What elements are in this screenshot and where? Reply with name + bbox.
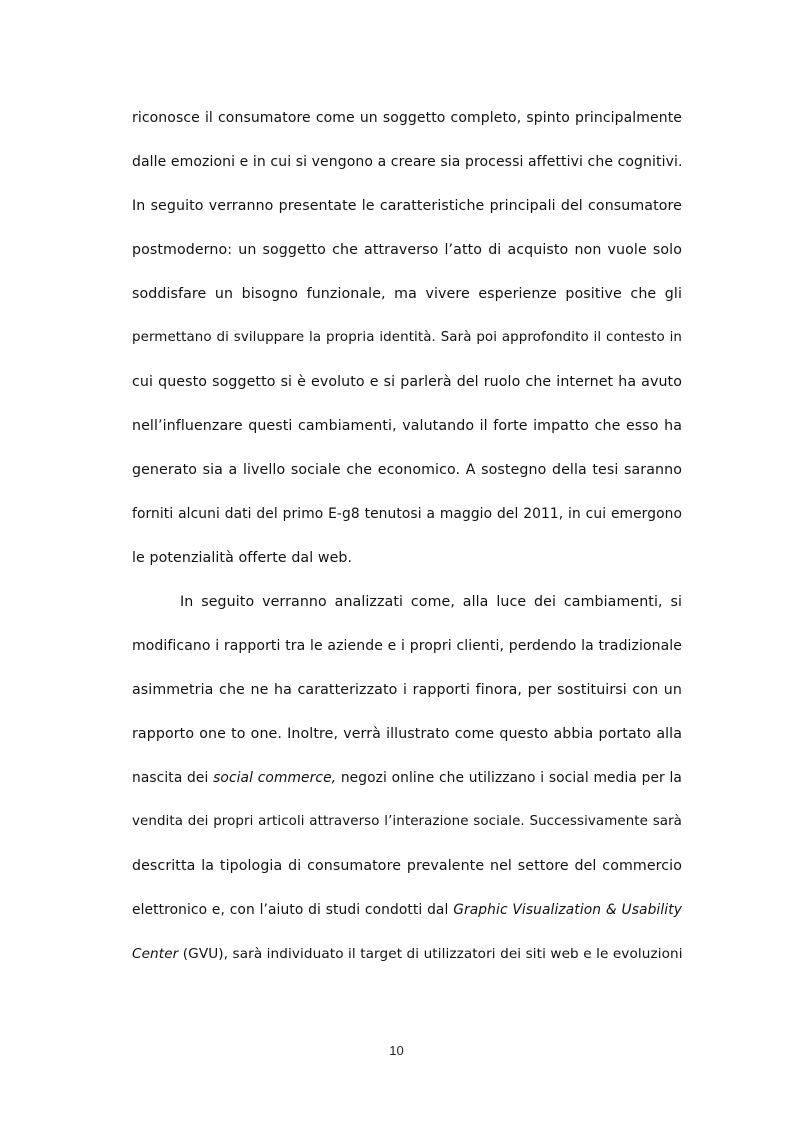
text-line — [180, 591, 682, 613]
text-segment: generato sia a livello sociale che economico. A sostegno della tesi saranno — [132, 462, 682, 478]
text-line — [132, 283, 682, 305]
text-segment: negozi online che utilizzano i social media per la — [336, 770, 682, 786]
text-segment: cui questo soggetto si è evoluto e si parlerà del ruolo che internet ha avuto — [132, 374, 682, 390]
text-segment: dalle emozioni e in cui si vengono a creare sia processi affettivi che cognitivi. — [132, 154, 683, 170]
text-line — [132, 503, 682, 525]
italic-text: Graphic Visualization & Usability — [453, 902, 682, 918]
text-segment: riconosce il consumatore come un soggetto completo, spinto principalmente — [132, 110, 682, 126]
text-line — [132, 327, 682, 349]
italic-text: Center — [132, 946, 179, 962]
text-line — [132, 371, 682, 393]
text-segment: asimmetria che ne ha caratterizzato i rapporti finora, per sostituirsi con un — [132, 682, 682, 698]
text-segment: postmoderno: un soggetto che attraverso l’atto di acquisto non vuole solo — [132, 242, 682, 258]
text-segment: nascita dei — [132, 770, 214, 786]
text-segment: vendita dei propri articoli attraverso l’interazione sociale. Successivamente sarà — [132, 814, 682, 829]
text-line — [132, 767, 682, 789]
text-line — [132, 943, 682, 965]
text-line — [132, 195, 682, 217]
text-segment: soddisfare un bisogno funzionale, ma vivere esperienze positive che gli — [132, 286, 682, 302]
text-segment: nell’influenzare questi cambiamenti, valutando il forte impatto che esso ha — [132, 418, 682, 434]
text-line — [132, 107, 682, 129]
text-line — [132, 459, 682, 481]
text-segment: In seguito verranno analizzati come, alla luce dei cambiamenti, si — [180, 594, 682, 610]
text-line — [132, 151, 682, 173]
text-line — [132, 415, 682, 437]
text-segment: (GVU), sarà individuato il target di utilizzatori dei siti web e le evoluzioni — [178, 946, 683, 962]
text-segment: rapporto one to one. Inoltre, verrà illustrato come questo abbia portato alla — [132, 726, 682, 742]
italic-text: social commerce, — [213, 770, 337, 786]
page-number: 10 — [389, 1043, 404, 1058]
text-line — [132, 635, 682, 657]
text-line — [132, 239, 682, 261]
text-line — [132, 723, 682, 745]
text-segment: permettano di sviluppare la propria identità. Sarà poi approfondito il contesto in — [132, 330, 682, 345]
text-segment: forniti alcuni dati del primo E-g8 tenutosi a maggio del 2011, in cui emergono — [132, 506, 682, 522]
text-segment: descritta la tipologia di consumatore prevalente nel settore del commercio — [132, 858, 682, 874]
text-line — [132, 679, 682, 701]
text-segment: In seguito verranno presentate le caratteristiche principali del consumatore — [132, 198, 682, 214]
text-line — [132, 547, 682, 569]
text-line — [132, 899, 682, 921]
text-segment: elettronico e, con l’aiuto di studi condotti dal — [132, 902, 454, 918]
text-line — [132, 855, 682, 877]
text-segment: modificano i rapporti tra le aziende e i propri clienti, perdendo la tradizionale — [132, 638, 682, 654]
text-line — [132, 811, 682, 833]
text-segment: le potenzialità offerte dal web. — [132, 550, 353, 566]
